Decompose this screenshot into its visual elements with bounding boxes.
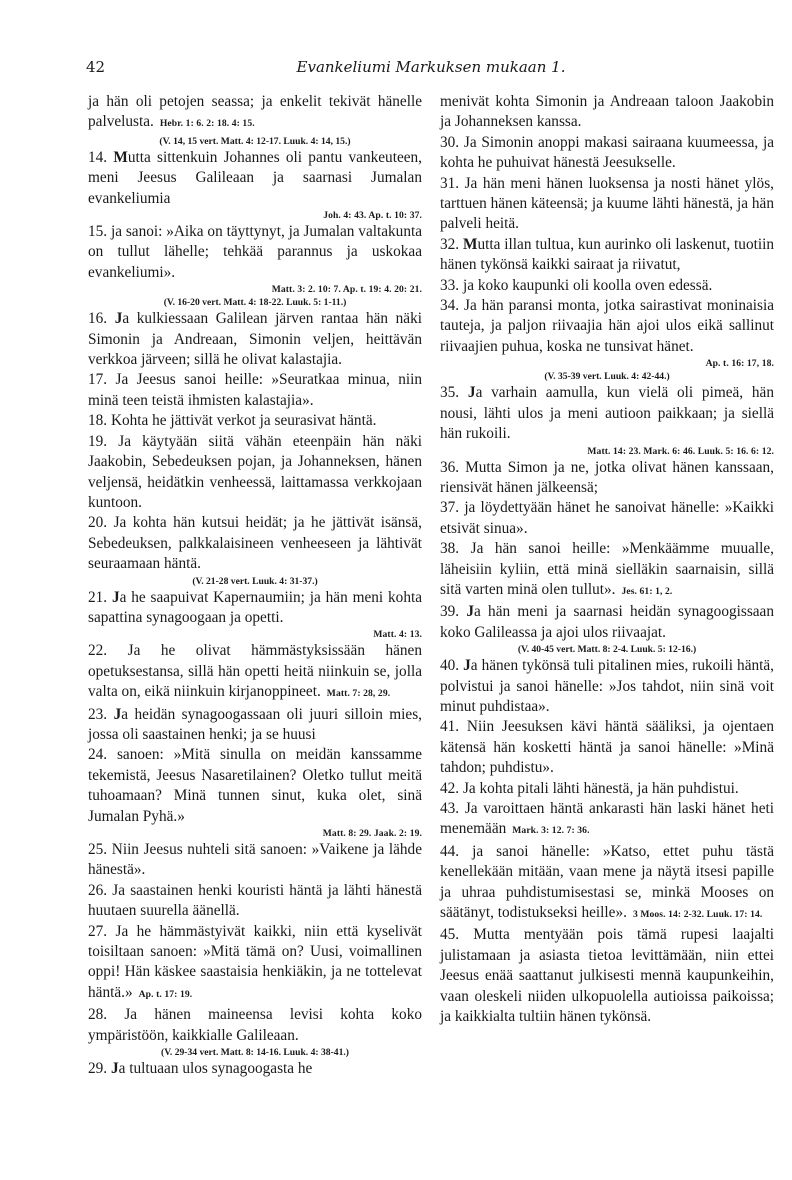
verse <box>440 539 774 602</box>
cross-reference: Ap. t. 17: 19. <box>138 988 193 1000</box>
verse-text: utta sittenkuin Johannes oli pantu vankeuteen, meni Jeesus Galileaan ja saarnasi Jumalan evankeliumia <box>88 148 422 207</box>
verse-lead-letter: J <box>463 657 471 675</box>
cross-reference: Matt. 14: 23. Mark. 6: 46. Luuk. 5: 16. 6: 12. <box>587 445 774 457</box>
verse-text: Ja saastainen henki kouristi häntä ja lähti hänestä huutaen suurella äänellä. <box>88 881 422 920</box>
verse-text: Ja hän sanoi heille: »Menkäämme muualle, läheisiin kyliin, että minä sielläkin saarnaisin, sillä sitä varten minä olen tullut». <box>440 540 774 598</box>
verse-text: Ja kohta hän kutsui heidät; ja he jättivät isänsä, Sebedeuksen, palkkalaisineen venheeseen ja lähtivät seuraamaan häntä. <box>88 514 423 573</box>
verse-text: Ja he hämmästyivät kaikki, niin että kyselivät toisiltaan sanoen: »Mitä tämä on? Uusi, voimallinen oppi! Hän käskee saastaisia henkiäkin, ja ne tottelevat häntä.» <box>88 922 422 1001</box>
verse-text: a heidän synagoogassaan oli juuri silloin mies, jossa oli saastainen henki; ja se huusi <box>88 705 422 743</box>
verse <box>88 840 422 881</box>
verse-text: ja koko kaupunki oli koolla oven edessä. <box>462 276 713 294</box>
verse-number: 18. <box>88 412 108 430</box>
parallel-reference: (V. 35-39 vert. Luuk. 4: 42-44.) <box>544 371 670 383</box>
verse-text: a varhain aamulla, kun vielä oli pimeä, hän nousi, lähti ulos ja meni autioon paikkaan; ja siellä hän rukoili. <box>440 384 774 443</box>
verse-number: 17. <box>88 371 108 389</box>
parallel-reference: (V. 40-45 vert. Matt. 8: 2-4. Luuk. 5: 12-16.) <box>517 644 697 656</box>
parallel-reference: (V. 29-34 vert. Matt. 8: 14-16. Luuk. 4: 38-41.) <box>161 1047 349 1059</box>
verse-text: Ja he olivat hämmästyksissään hänen opetuksestansa, sillä hän opetti heitä niinkuin se, jolla valta on, eikä niinkuin kirjanoppineet. <box>88 642 422 701</box>
verse-text: menivät kohta Simonin ja Andreaan taloon Jaakobin ja Johanneksen kanssa. <box>440 93 774 131</box>
verse-number: 33. <box>440 276 460 294</box>
verse-number: 44. <box>440 842 460 860</box>
running-title: Evankeliumi Markuksen mukaan 1. <box>296 58 566 76</box>
verse-number: 27. <box>88 922 108 940</box>
cross-reference: Hebr. 1: 6. 2: 18. 4: 15. <box>159 118 255 130</box>
verse-text: Ja kohta pitali lähti hänestä, ja hän puhdistui. <box>462 779 739 797</box>
verse-number: 15. <box>88 223 108 241</box>
verse-number: 40. <box>440 657 460 675</box>
verse <box>440 656 774 717</box>
verse-number: 38. <box>440 540 460 558</box>
verse-number: 32. <box>440 235 460 253</box>
parallel-reference: (V. 21-28 vert. Luuk. 4: 31-37.) <box>192 575 318 587</box>
verse-number: 21. <box>88 588 108 606</box>
verse <box>440 296 774 369</box>
verse-number: 42. <box>440 779 460 797</box>
verse-number: 30. <box>440 133 460 151</box>
verse-number: 43. <box>440 800 460 817</box>
left-column <box>88 92 422 1079</box>
cross-reference: Matt. 4: 13. <box>373 629 422 641</box>
verse-text: a kulkiessaan Galilean järven rantaa hän näki Simonin ja Andreaan, Simonin veljen, heittävän verkkoa järveen; sillä he olivat kalastajia. <box>88 310 422 369</box>
verse-lead-letter: J <box>110 1060 119 1078</box>
verse-number: 16. <box>88 310 108 328</box>
verse-number: 20. <box>88 514 108 532</box>
verse-number: 36. <box>440 458 460 476</box>
verse-lead-letter: M <box>113 148 128 166</box>
right-column <box>440 92 774 1027</box>
verse <box>440 276 774 296</box>
verse-number: 23. <box>88 705 108 723</box>
verse-text: a tultuaan ulos synagoogasta he <box>118 1060 313 1078</box>
verse-number: 29. <box>88 1060 108 1078</box>
cross-reference: Joh. 4: 43. Ap. t. 10: 37. <box>323 210 422 222</box>
verse <box>88 641 422 704</box>
verse-text: a hän meni ja saarnasi heidän synagoogissaan koko Galileassa ja ajoi ulos riivaajat. <box>440 603 774 641</box>
verse <box>440 925 774 1027</box>
verse-text: Ja hän paransi monta, jotka sairastivat moninaisia tauteja, ja paljon riivaajia hän ajoi ulos eikä sallinut riivaajien puhua, koska ne tunsivat hänet. <box>440 297 775 355</box>
verse <box>88 705 422 746</box>
verse <box>440 602 774 643</box>
verse <box>88 1005 422 1046</box>
verse <box>88 222 422 295</box>
verse-text: utta illan tultua, kun aurinko oli laskenut, tuotiin hänen tykönsä kaikki sairaat ja riivatut, <box>440 235 775 274</box>
verse-text: ja hän oli petojen seassa; ja enkelit tekivät hänelle palvelusta. <box>88 93 422 131</box>
verse <box>88 370 422 411</box>
verse <box>88 1059 422 1079</box>
verse <box>440 235 774 276</box>
cross-reference: Mark. 3: 12. 7: 36. <box>512 825 590 837</box>
verse-number: 34. <box>440 297 460 315</box>
verse <box>88 432 422 514</box>
verse-lead-letter: J <box>467 384 476 402</box>
verse <box>440 383 774 456</box>
cross-reference: Matt. 7: 28, 29. <box>326 688 391 700</box>
verse-number: 45. <box>440 926 460 944</box>
verse-text: ja sanoi: »Aika on täyttynyt, ja Jumalan valtakunta on tullut lähelle; tehkää parannus ja uskokaa evankeliumi». <box>88 223 423 281</box>
verse-number: 25. <box>88 841 108 858</box>
verse <box>440 799 774 842</box>
verse-text: Ja Jeesus sanoi heille: »Seuratkaa minua, niin minä teen teistä ihmisten kalastajia». <box>88 371 422 409</box>
cross-reference: 3 Moos. 14: 2-32. Luuk. 17: 14. <box>632 909 763 921</box>
verse-text: ja sanoi hänelle: »Katso, ettet puhu tästä kenellekään mitään, vaan mene ja näytä itsesi papille ja uhraa puhdistumisestasi se, minkä Mooses on säätänyt, todistukseksi heille». <box>440 842 775 922</box>
verse-text: Mutta mentyään pois tämä rupesi laajalti julistamaan ja asiasta tietoa levittämään, niin ettei Jeesus enää saattanut julkisesti mennä kaupunkeihin, vaan oleskeli niiden ulkopuolella autioissa paikoissa; ja kaikkialta tultiin hänen tykönsä. <box>440 926 774 1026</box>
verse <box>88 745 422 839</box>
verse-number: 37. <box>440 499 460 517</box>
verse-continuation <box>88 92 422 135</box>
verse <box>88 588 422 641</box>
verse <box>88 309 422 370</box>
verse-number: 22. <box>88 642 108 660</box>
verse-text: Ja käytyään siitä vähän eteenpäin hän näki Jaakobin, Sebedeuksen pojan, ja Johanneksen, hänen veljensä, heidätkin venheessä, laittamassa verkkojaan kuntoon. <box>88 432 422 511</box>
verse-number: 14. <box>88 148 108 166</box>
verse <box>88 513 422 574</box>
verse <box>88 922 422 1006</box>
verse <box>440 842 774 926</box>
verse-text: Niin Jeesuksen kävi häntä sääliksi, ja ojentaen kätensä hän kosketti häntä ja sanoi hänelle: »Minä tahdon; puhdistu». <box>440 718 775 777</box>
verse-lead-letter: J <box>466 603 475 621</box>
verse <box>440 133 774 174</box>
verse <box>440 174 774 235</box>
cross-reference: Ap. t. 16: 17, 18. <box>705 358 774 370</box>
verse-number: 31. <box>440 174 460 192</box>
verse-text: Ja Simonin anoppi makasi sairaana kuumeessa, ja kohta he puhuivat hänestä Jeesukselle. <box>440 133 774 172</box>
verse-number: 19. <box>88 432 108 450</box>
verse-text: Niin Jeesus nuhteli sitä sanoen: »Vaikene ja lähde hänestä». <box>88 841 422 879</box>
verse-text: ja löydettyään hänet he sanoivat hänelle: »Kaikki etsivät sinua». <box>440 499 774 537</box>
verse <box>88 148 422 221</box>
verse-number: 39. <box>440 603 460 621</box>
verse-continuation <box>440 92 774 133</box>
verse <box>440 458 774 499</box>
verse-number: 41. <box>440 718 460 736</box>
verse <box>440 779 774 799</box>
verse-text: a hänen tykönsä tuli pitalinen mies, rukoili häntä, polvistui ja sanoi hänelle: »Jos tahdot, niin sinä voit minut puhdistaa». <box>440 657 775 715</box>
verse <box>88 881 422 922</box>
verse-text: a he saapuivat Kapernaumiin; ja hän meni kohta sapattina synagoogaan ja opetti. <box>88 588 423 626</box>
verse <box>440 717 774 778</box>
verse-text: Mutta Simon ja ne, jotka olivat hänen kanssaan, riensivät hänen jälkeensä; <box>440 458 774 496</box>
page-number: 42 <box>86 58 106 76</box>
verse-text: Ja hän meni hänen luoksensa ja nosti hänet ylös, tarttuen hänen käteensä; ja kuume lähti hänestä, ja hän palveli heitä. <box>440 174 774 233</box>
verse-text: Kohta he jättivät verkot ja seurasivat häntä. <box>110 412 377 430</box>
verse <box>88 411 422 431</box>
verse-lead-letter: M <box>463 235 478 253</box>
verse-lead-letter: J <box>111 588 120 606</box>
verse-number: 35. <box>440 384 460 402</box>
verse-text: sanoen: »Mitä sinulla on meidän kanssamme tekemistä, Jeesus Nasaretilainen? Oletko tullut meitä tuhoamaan? Minä tunnen sinut, kuka olet, sinä Jumalan Pyhä.» <box>88 746 422 825</box>
cross-reference: Matt. 3: 2. 10: 7. Ap. t. 19: 4. 20: 21. <box>271 284 422 296</box>
parallel-reference: (V. 16-20 vert. Matt. 4: 18-22. Luuk. 5: 1-11.) <box>163 297 347 309</box>
parallel-reference: (V. 14, 15 vert. Matt. 4: 12-17. Luuk. 4: 14, 15.) <box>159 135 351 147</box>
page-header <box>86 58 776 82</box>
verse-number: 24. <box>88 746 108 764</box>
verse-text: Ja varoittaen häntä ankarasti hän laski hänet heti menemään <box>440 800 774 838</box>
cross-reference: Jes. 61: 1, 2. <box>621 585 673 597</box>
verse-lead-letter: J <box>113 705 122 723</box>
cross-reference: Matt. 8: 29. Jaak. 2: 19. <box>322 828 422 839</box>
verse-lead-letter: J <box>114 310 123 328</box>
verse <box>440 498 774 539</box>
verse-number: 28. <box>88 1006 108 1024</box>
verse-number: 26. <box>88 881 108 899</box>
verse-text: Ja hänen maineensa levisi kohta koko ympäristöön, kaikkialle Galileaan. <box>88 1006 423 1044</box>
